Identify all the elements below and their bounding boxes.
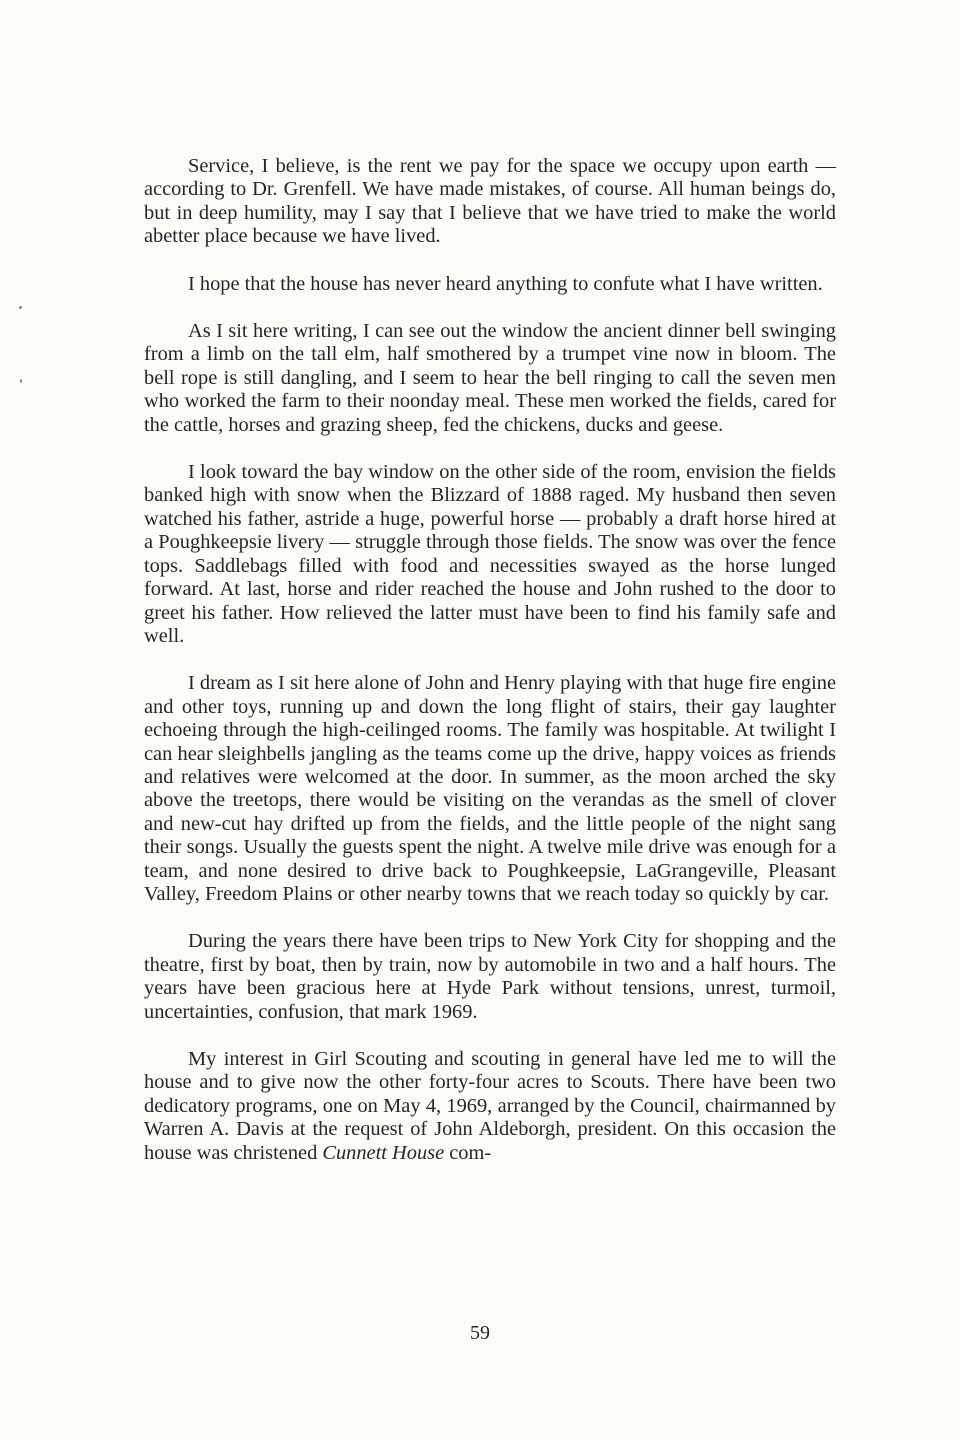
- paragraph: I dream as I sit here alone of John and Henry playing with that huge fire engine and other toys, running up and down the long flight of stairs, their gay laughter echoeing through the high-ceilinged rooms. The family was hospitable. At twilight I can hear sleighbells jangling as the teams come up the drive, happy voices as friends and relatives were welcomed at the door. In summer, as the moon arched the sky above the treetops, there would be visiting on the verandas as the smell of clover and new-cut hay drifted up from the fields, and the little people of the night sang their songs. Usually the guests spent the night. A twelve mile drive was enough for a team, and none desired to drive back to Poughkeepsie, LaGrangeville, Pleasant Valley, Freedom Plains or other nearby towns that we reach today so quickly by car.: [144, 672, 836, 905]
- paragraph: As I sit here writing, I can see out the window the ancient dinner bell swinging from a limb on the tall elm, half smothered by a trumpet vine now in bloom. The bell rope is still dangling, and I seem to hear the bell ringing to call the seven men who worked the farm to their noonday meal. These men worked the fields, cared for the cattle, horses and grazing sheep, fed the chickens, ducks and geese.: [144, 320, 836, 436]
- body-text: [144, 155, 836, 1165]
- house-name: Cunnett House: [322, 1141, 445, 1164]
- paragraph: Service, I believe, is the rent we pay for the space we occupy upon earth — according to Dr. Grenfell. We have made mistakes, of course. All human beings do, but in deep humility, may I say that I believe that we have tried to make the world abetter place because we have lived.: [144, 155, 836, 248]
- paragraph: I hope that the house has never heard anything to confute what I have written.: [188, 272, 823, 295]
- margin-speck: [19, 306, 22, 309]
- paragraph: [144, 1048, 836, 1165]
- paragraph-text: com-: [444, 1141, 492, 1164]
- paragraph-text: My interest in Girl Scouting and scouting in general have led me to will the house and to give now the other forty-four acres to Scouts. There have been two dedicatory programs, one on May 4, 1969, arranged by the Council, chairmanned by Warren A. Davis at the request of John Aldeborgh, president. On this occasion the house was christened: [144, 1048, 836, 1164]
- paragraph: I look toward the bay window on the other side of the room, envision the fields banked high with snow when the Blizzard of 1888 raged. My husband then seven watched his father, astride a huge, powerful horse — probably a draft horse hired at a Poughkeepsie livery — struggle through those fields. The snow was over the fence tops. Saddlebags filled with food and necessities swayed as the horse lunged forward. At last, horse and rider reached the house and John rushed to the door to greet his father. How relieved the latter must have been to find his family safe and well.: [144, 461, 836, 647]
- margin-speck: [20, 379, 22, 383]
- paragraph: During the years there have been trips to New York City for shopping and the theatre, first by boat, then by train, now by automobile in two and a half hours. The years have been gracious here at Hyde Park without tensions, unrest, turmoil, uncertainties, confusion, that mark 1969.: [144, 930, 836, 1023]
- page-number: 59: [470, 1322, 490, 1344]
